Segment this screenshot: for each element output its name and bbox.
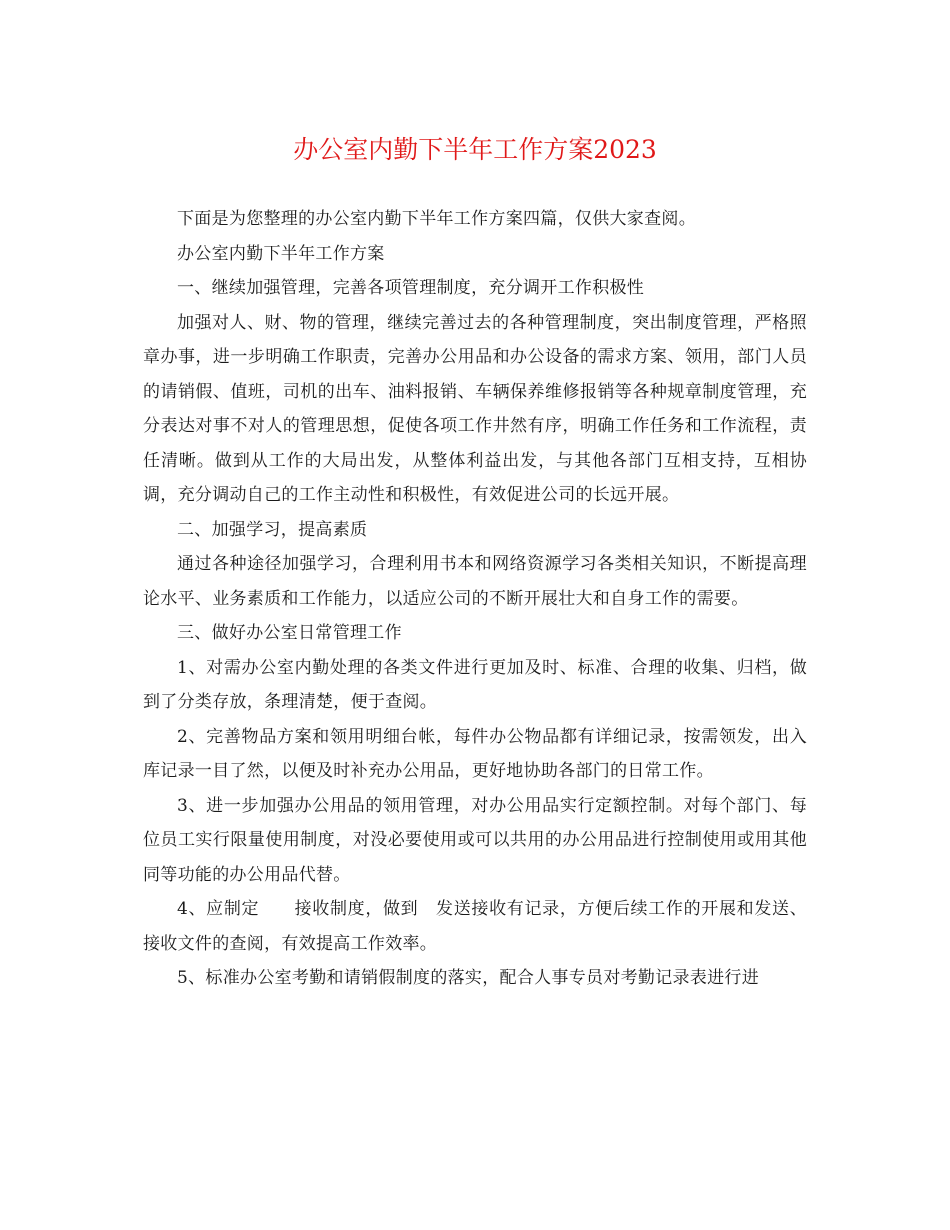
section-heading-2: 二、加强学习，提高素质 [177,519,368,540]
document-title: 办公室内勤下半年工作方案2023 [293,135,657,164]
list-item: 4、应制定 接收制度，做到 发送接收有记录，方便后续工作的开展和发送、接收文件的查阅，有效提高工作效率。 [143,899,807,954]
paragraph-intro: 下面是为您整理的办公室内勤下半年工作方案四篇，仅供大家查阅。 [177,209,696,229]
document-body [143,202,807,996]
list-item: 5、标准办公室考勤和请销假制度的落实，配合人事专员对考勤记录表进行进 [177,968,760,988]
paragraph: 加强对人、财、物的管理，继续完善过去的各种管理制度，突出制度管理，严格照章办事，进一步明确工作职责，完善办公用品和办公设备的需求方案、领用，部门人员的请销假、值班，司机的出车、油料报销、车辆保养维修报销等各种规章制度管理，充分表达对事不对人的管理思想，促使各项工作井然有序，明确工作任务和工作流程，责任清晰。做到从工作的大局出发，从整体利益出发，与其他各部门互相支持，互相协调，充分调动自己的工作主动性和积极性，有效促进公司的长远开展。 [143,312,807,505]
list-item: 3、进一步加强办公用品的领用管理，对办公用品实行定额控制。对每个部门、每位员工实行限量使用制度，对没必要使用或可以共用的办公用品进行控制使用或用其他同等功能的办公用品代替。 [143,795,807,885]
list-item: 2、完善物品方案和领用明细台帐，每件办公物品都有详细记录，按需领发，出入库记录一目了然，以便及时补充办公用品，更好地协助各部门的日常工作。 [143,726,807,781]
section-heading-3: 三、做好办公室日常管理工作 [177,623,402,643]
section-heading-1: 一、继续加强管理，完善各项管理制度，充分调开工作积极性 [177,278,645,298]
list-item: 1、对需办公室内勤处理的各类文件进行更加及时、标准、合理的收集、归档，做到了分类存放，条理清楚，便于查阅。 [143,657,807,712]
paragraph: 通过各种途径加强学习，合理利用书本和网络资源学习各类相关知识，不断提高理论水平、业务素质和工作能力，以适应公司的不断开展壮大和自身工作的需要。 [143,554,807,609]
paragraph-subtitle: 办公室内勤下半年工作方案 [177,243,385,264]
